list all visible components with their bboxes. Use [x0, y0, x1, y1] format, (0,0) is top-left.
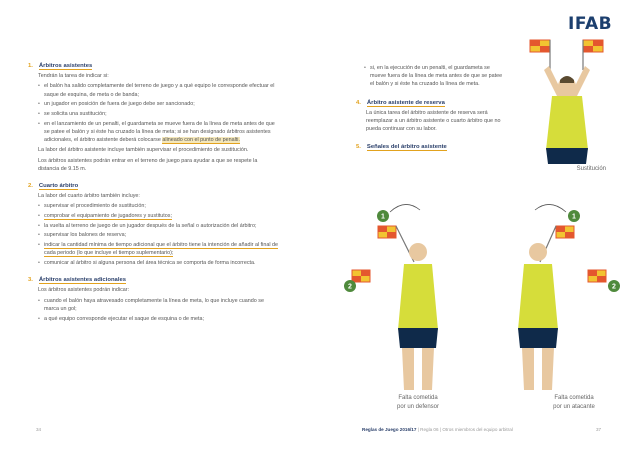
section-1-intro: Tendrán la tarea de indicar si:	[38, 73, 109, 80]
list-item: • un jugador en posición de fuera de juego debe ser sancionado;	[38, 100, 280, 108]
substitution-label: Sustitución	[576, 166, 606, 172]
ifab-logo: IFAB	[568, 14, 613, 34]
list-item: • indicar la cantidad mínima de tiempo adicional que el árbitro tiene la intención de añadir al final de cada periodo (lo que incluye el tiempo suplementario);	[38, 241, 280, 257]
section-3-intro: Los árbitros asistentes podrán indicar:	[38, 287, 130, 294]
svg-text:1: 1	[381, 213, 385, 221]
section-3-heading: 3. Árbitros asistentes adicionales	[28, 277, 127, 284]
list-item: • comunicar al árbitro si alguna persona del área técnica se comporta de forma incorrecta.	[38, 259, 280, 267]
list-item: • supervisar el procedimiento de sustitución;	[38, 202, 280, 210]
assistant-referee-signals-illustration	[330, 30, 630, 430]
list-item: • supervisar los balones de reserva;	[38, 231, 280, 239]
list-item: • la vuelta al terreno de juego de un jugador después de la señal o autorización del árbitro;	[38, 222, 280, 230]
defender-foul-label-line1: Falta cometida	[398, 395, 438, 401]
right-page-number: 37	[596, 427, 602, 432]
defender-foul-signal-figure	[344, 204, 438, 390]
list-item: • comprobar el equipamiento de jugadores y sustitutos;	[38, 212, 280, 220]
substitution-signal-figure	[530, 40, 603, 164]
footer-text: Reglas de Juego 2016/17 | Regla 06 | Otros miembros del equipo arbitral	[362, 427, 513, 432]
list-item: • cuando el balón haya atravesado completamente la línea de meta, lo que incluye cuando se marca un gol;	[38, 297, 280, 313]
defender-foul-label-line2: por un defensor	[396, 404, 440, 410]
attacker-foul-signal-figure	[518, 204, 620, 390]
attacker-foul-label-line1: Falta cometida	[554, 395, 594, 401]
section-3-list	[38, 297, 280, 323]
left-column	[28, 62, 280, 324]
list-item: • si, en la ejecución de un penalti, el guardameta se mueve fuera de la línea de meta antes de que se patee el balón y si éste ha cruzado la línea de meta.	[364, 64, 504, 89]
svg-text:2: 2	[612, 283, 616, 291]
section-2-heading: 2. Cuarto árbitro	[28, 182, 79, 189]
section-4-heading: 4. Árbitro asistente de reserva	[356, 99, 445, 106]
list-item: • el balón ha salido completamente del terreno de juego y a qué equipo le corresponde efectuar el saque de esquina, de meta o de banda;	[38, 82, 280, 98]
section-2-list	[38, 202, 280, 267]
highlighted-text: alineado con el punto de penalti.	[162, 137, 241, 144]
section-2-intro: La labor del cuarto árbitro también incluye:	[38, 193, 140, 200]
left-page-number: 34	[36, 427, 42, 432]
svg-text:2: 2	[348, 283, 352, 291]
attacker-foul-label-line2: por un atacante	[553, 404, 595, 410]
section-1-heading: 1. Árbitros asistentes	[28, 63, 93, 69]
svg-text:1: 1	[572, 213, 576, 221]
section-1-paragraph-2: La labor del árbitro asistente incluye también supervisar el procedimiento de sustitución.	[38, 147, 249, 154]
section-4-text: La única tarea del árbitro asistente de reserva será reemplazar a un árbitro asistente o cuarto árbitro que no pueda continuar con su labor.	[366, 109, 501, 133]
list-item: • a qué equipo corresponde ejecutar el saque de esquina o de meta;	[38, 315, 280, 323]
section-1-list	[38, 82, 280, 144]
section-5-heading: 5. Señales del árbitro asistente	[356, 144, 447, 151]
section-1-paragraph-3: Los árbitros asistentes podrán entrar en el terreno de juego para ayudar a que se respete la distancia de 9.15 m.	[38, 157, 258, 172]
list-item: • en el lanzamiento de un penalti, el guardameta se mueve fuera de la línea de meta antes de que se patee el balón y si éste ha cruzado la línea de meta; si se han designado árbitros asistentes adicionales, el árbitro asistente deberá colocarse alineado con el punto de penalti.	[38, 120, 280, 145]
list-item: • se solicita una sustitución;	[38, 110, 280, 118]
